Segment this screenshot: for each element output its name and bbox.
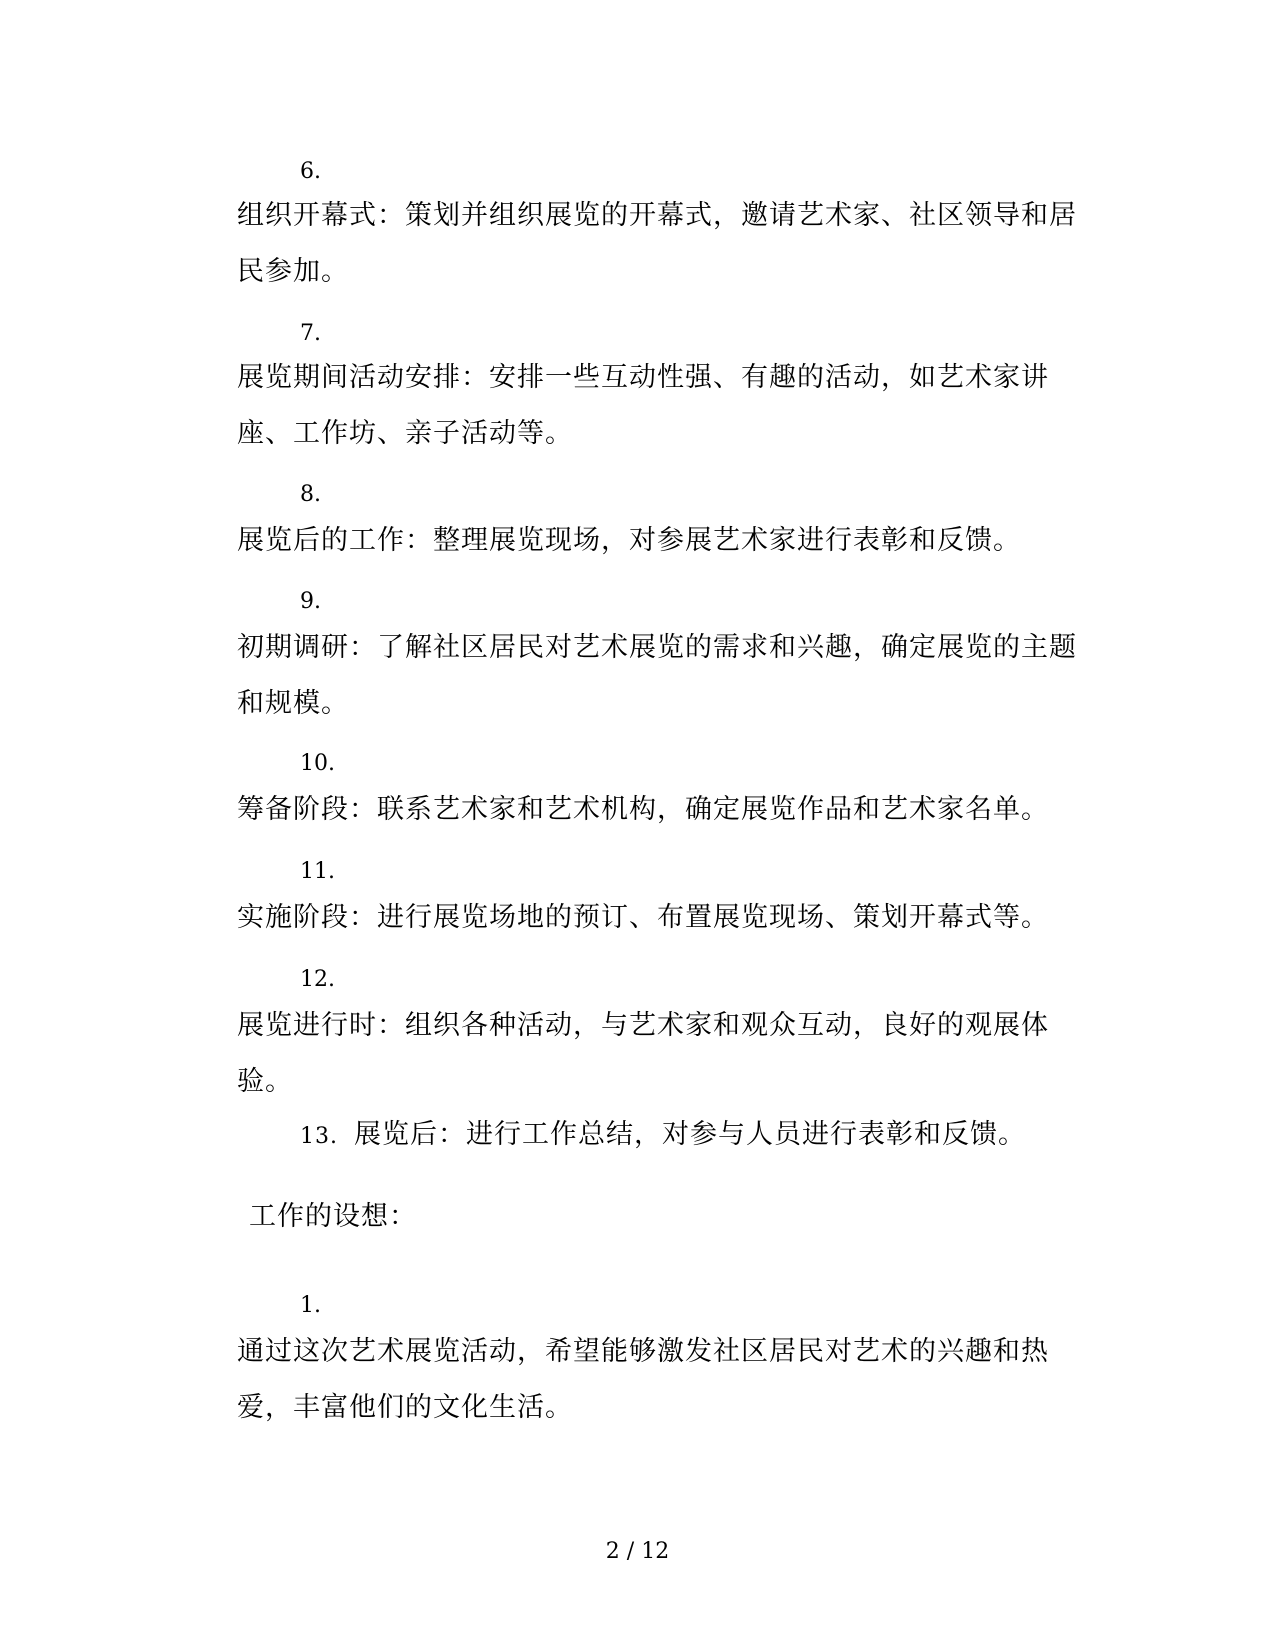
list-item-number: 11. bbox=[300, 859, 335, 884]
list-item-text: 组织开幕式：策划并组织展览的开幕式，邀请艺术家、社区领导和居民参加。 bbox=[237, 200, 1077, 287]
list-item-text: 初期调研：了解社区居民对艺术展览的需求和兴趣，确定展览的主题和规模。 bbox=[237, 632, 1077, 719]
list-item-number: 8. bbox=[300, 482, 321, 507]
list-item-text: 展览进行时：组织各种活动，与艺术家和观众互动，良好的观展体验。 bbox=[237, 1010, 1049, 1097]
list-item-number: 1. bbox=[300, 1293, 321, 1318]
list-item-number: 13. bbox=[300, 1124, 338, 1149]
list-item bbox=[300, 1115, 1026, 1157]
list-item-number: 9. bbox=[300, 589, 321, 614]
list-item-text: 展览后的工作：整理展览现场，对参展艺术家进行表彰和反馈。 bbox=[237, 525, 1021, 556]
list-item-text: 展览期间活动安排：安排一些互动性强、有趣的活动，如艺术家讲座、工作坊、亲子活动等。 bbox=[237, 362, 1049, 449]
list-item-text: 展览后：进行工作总结，对参与人员进行表彰和反馈。 bbox=[354, 1119, 1026, 1150]
list-item-text: 筹备阶段：联系艺术家和艺术机构，确定展览作品和艺术家名单。 bbox=[237, 794, 1049, 825]
list-item-number: 10. bbox=[300, 751, 335, 776]
section-heading: 工作的设想： bbox=[249, 1201, 417, 1232]
list-item-number: 7. bbox=[300, 321, 321, 346]
page-indicator: 2 / 12 bbox=[605, 1539, 670, 1564]
list-item-number: 6. bbox=[300, 159, 321, 184]
list-item-text: 实施阶段：进行展览场地的预订、布置展览现场、策划开幕式等。 bbox=[237, 902, 1049, 933]
list-item-number: 12. bbox=[300, 967, 335, 992]
list-item-text: 通过这次艺术展览活动，希望能够激发社区居民对艺术的兴趣和热爱，丰富他们的文化生活。 bbox=[237, 1336, 1049, 1423]
